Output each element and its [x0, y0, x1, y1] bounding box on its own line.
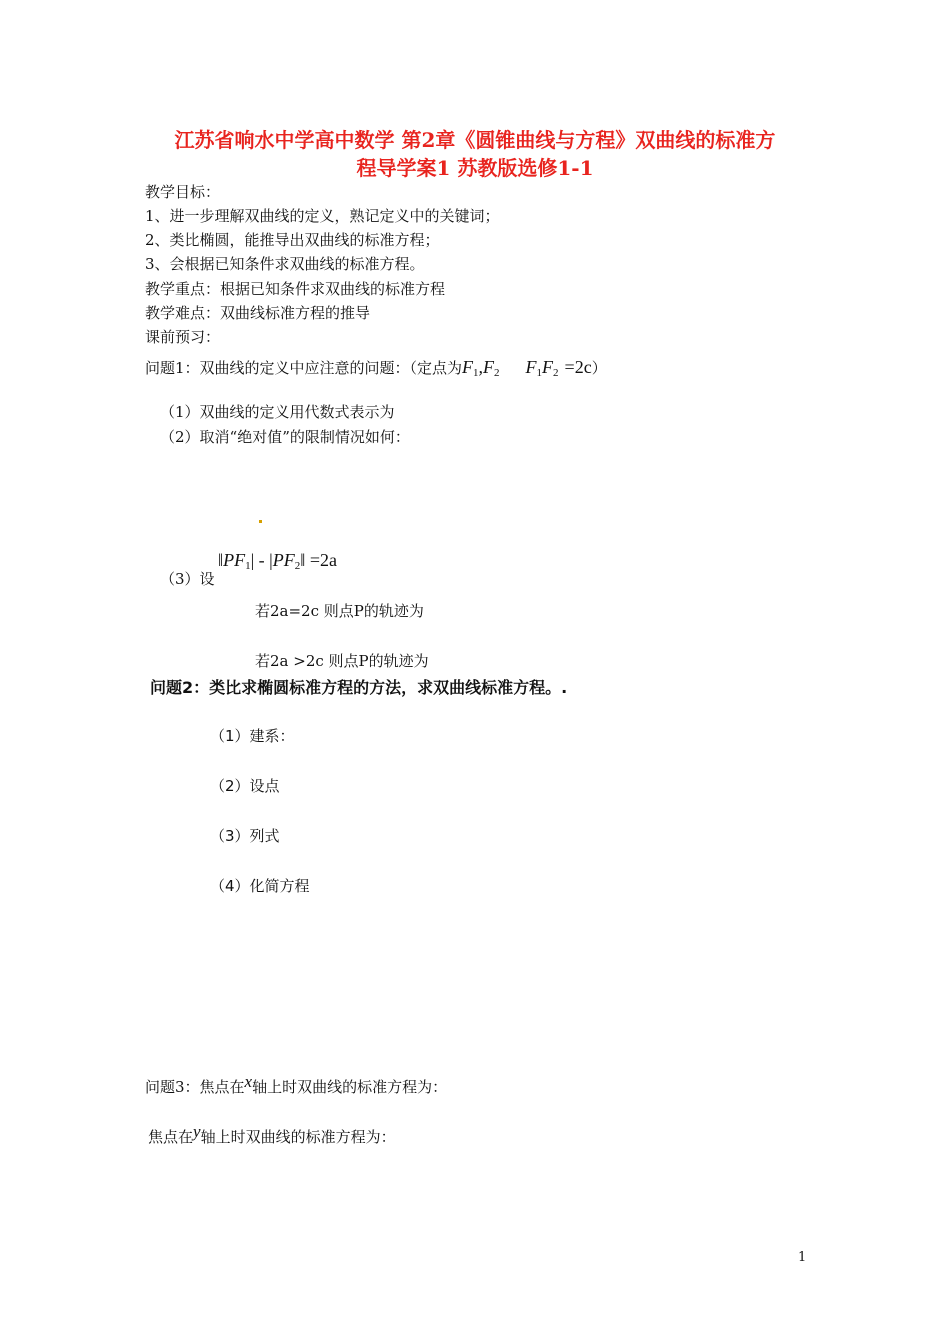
- q1-close: ）: [591, 359, 607, 377]
- difficulty: 教学难点：双曲线标准方程的推导: [145, 304, 371, 322]
- preview-heading: 课前预习：: [145, 328, 221, 346]
- objective-2: 2、类比椭圆，能推导出双曲线的标准方程；: [145, 231, 440, 249]
- key-point: 教学重点：根据已知条件求双曲线的标准方程: [145, 280, 446, 298]
- var-x: x: [244, 1072, 253, 1091]
- stray-mark: [259, 520, 262, 523]
- q1-case2: 若2a >2c 则点P的轨迹为: [255, 652, 429, 670]
- q2-title: 问题2：类比求椭圆标准方程的方法，求双曲线标准方程。.: [150, 678, 568, 697]
- foci-math: F1,F2 F1F2 =2c: [462, 357, 592, 379]
- q1-sub2: （2）取消“绝对值”的限制情况如何：: [160, 428, 410, 446]
- doc-title-line1: 江苏省响水中学高中数学 第2章《圆锥曲线与方程》双曲线的标准方: [174, 128, 776, 152]
- q3-y-line: 焦点在y轴上时双曲线的标准方程为：: [148, 1122, 396, 1146]
- objective-1: 1、进一步理解双曲线的定义，熟记定义中的关键词；: [145, 207, 500, 225]
- objectives-heading: 教学目标：: [145, 183, 221, 201]
- q1-text: 问题1：双曲线的定义中应注意的问题：（定点为: [145, 359, 463, 377]
- objective-3: 3、会根据已知条件求双曲线的标准方程。: [145, 255, 425, 273]
- doc-title-line2: 程导学案1 苏教版选修1-1: [356, 156, 594, 180]
- q1-case1: 若2a=2c 则点P的轨迹为: [255, 602, 424, 620]
- q2-step-1: （1）建系：: [210, 727, 295, 745]
- q3-x-line: 问题3：焦点在x轴上时双曲线的标准方程为：: [145, 1072, 448, 1096]
- q2-step-2: （2）设点: [210, 777, 280, 795]
- q2-step-3: （3）列式: [210, 827, 280, 845]
- page-number: 1: [798, 1250, 807, 1265]
- q2-step-4: （4）化简方程: [210, 877, 310, 895]
- q1-sub3-prefix: （3）设: [160, 570, 215, 588]
- q1-sub1: （1）双曲线的定义用代数式表示为: [160, 403, 395, 421]
- abs-difference-formula: ‖PF1| - |PF2‖ =2a: [218, 550, 337, 572]
- q1-line: [145, 357, 607, 378]
- var-y: y: [193, 1122, 201, 1141]
